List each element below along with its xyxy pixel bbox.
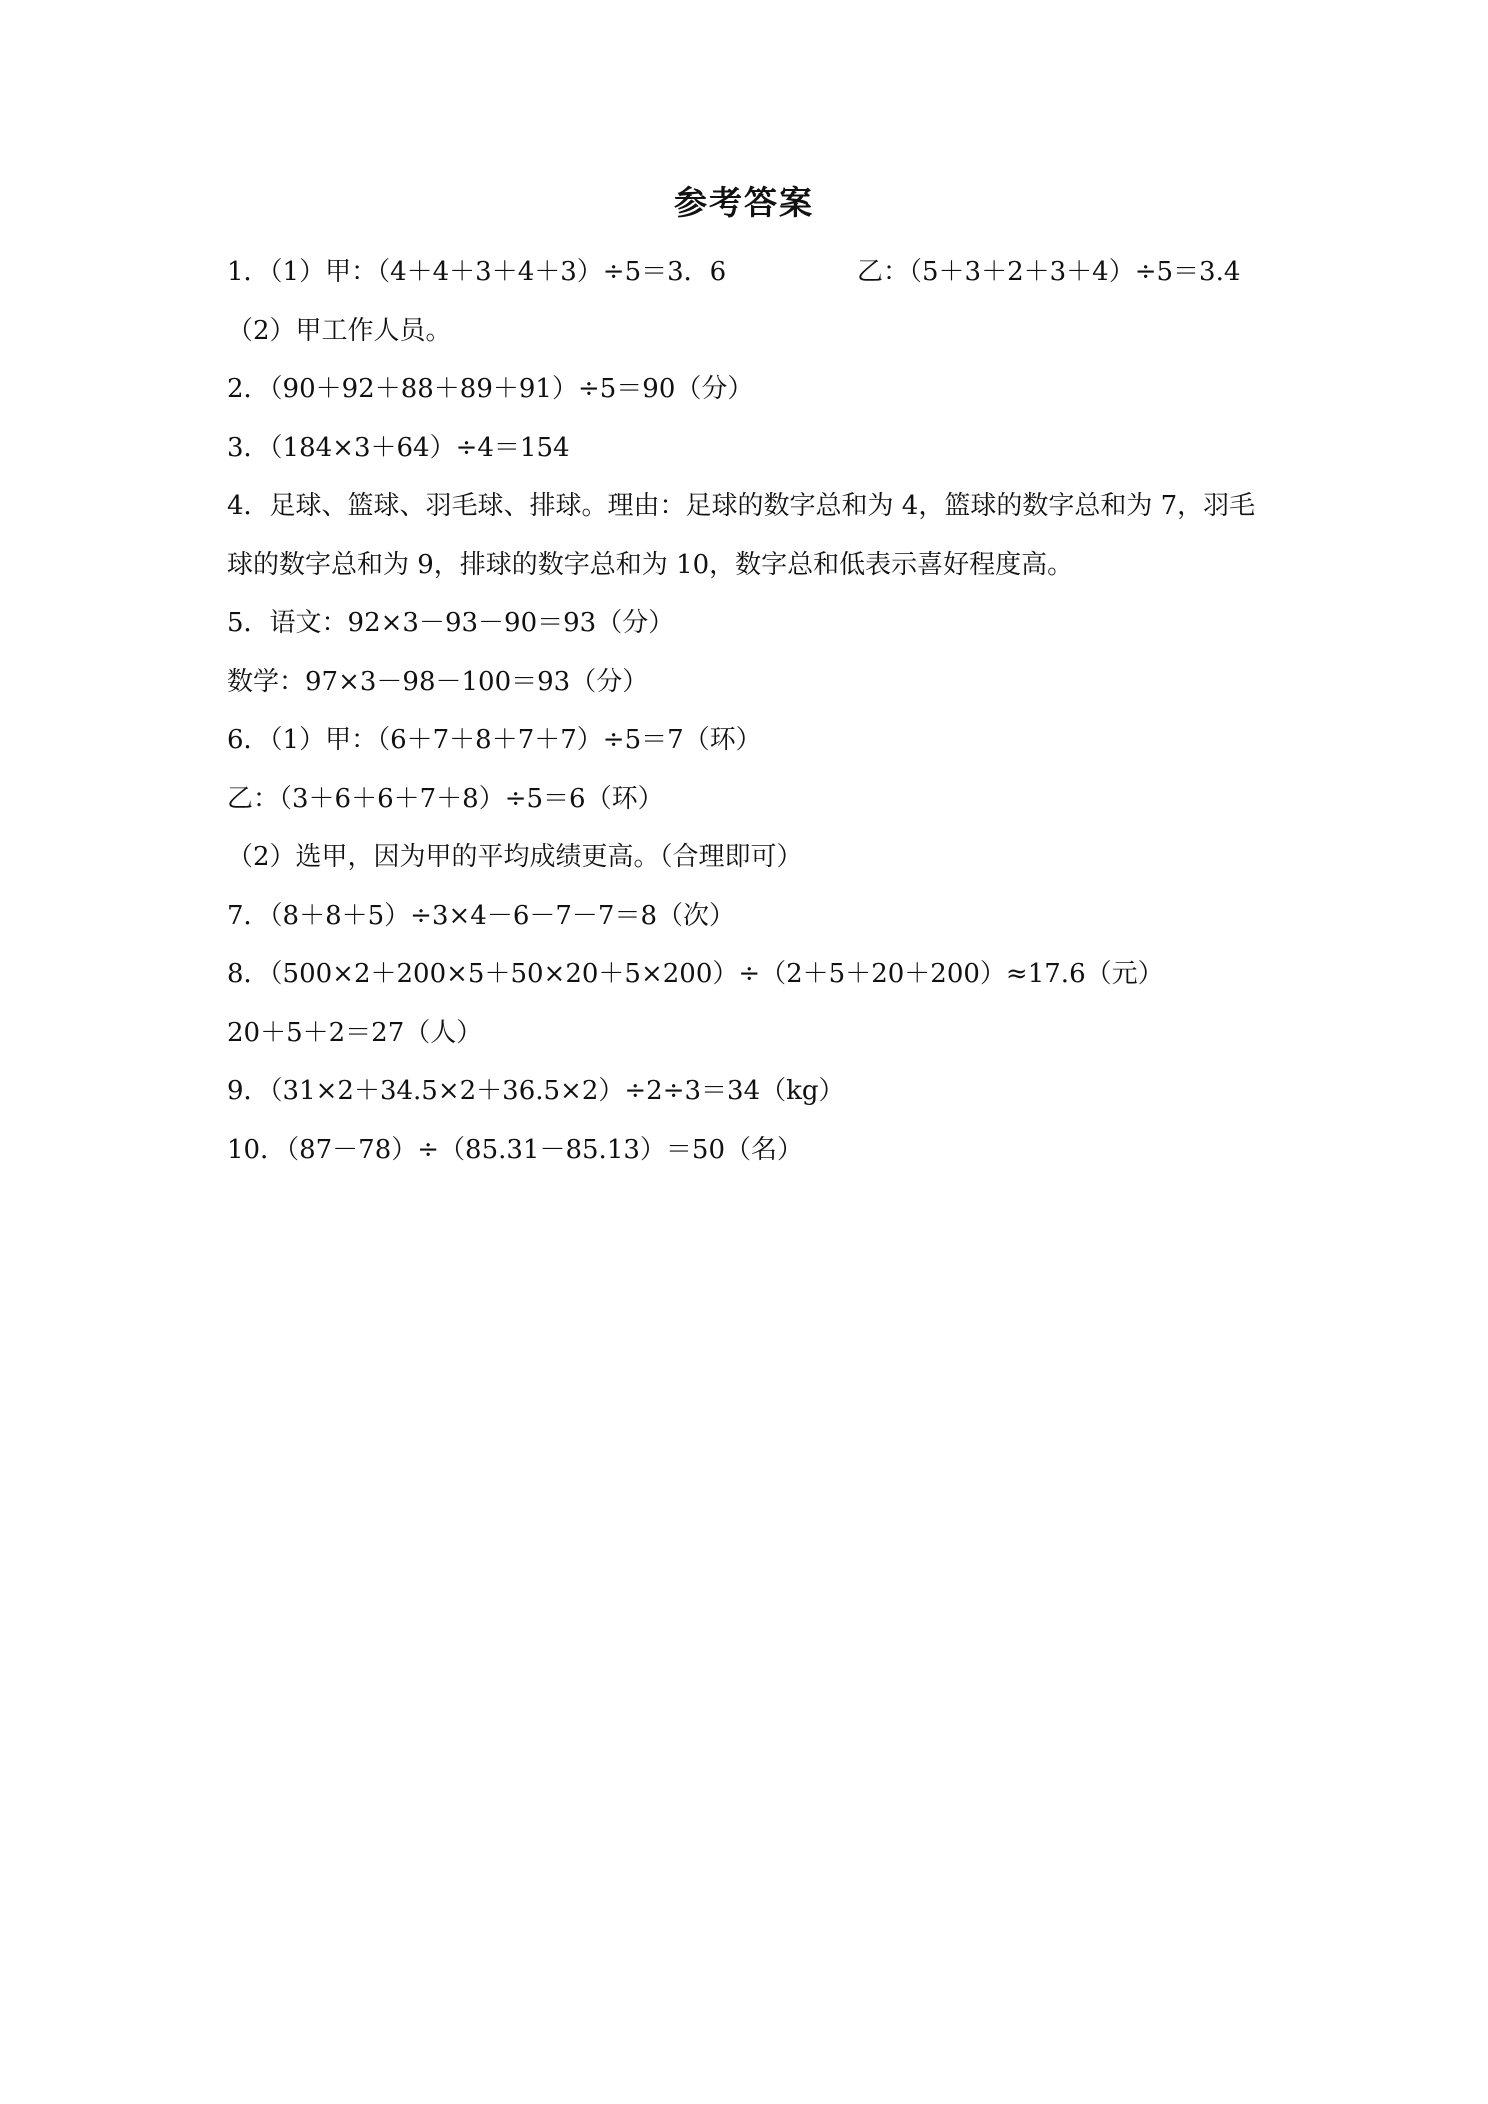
answer-6-jia: 6．（1）甲：（6＋7＋8＋7＋7）÷5＝7（环） [227, 725, 762, 755]
page-title: 参考答案 [674, 183, 814, 222]
answer-1-yi: 乙：（5＋3＋2＋3＋4）÷5＝3.4 [857, 257, 1241, 287]
answer-5-math: 数学：97×3－98－100＝93（分） [227, 666, 649, 697]
answer-7: 7．（8＋8＋5）÷3×4－6－7－7＝8（次） [227, 900, 735, 931]
answer-4: 4．足球、篮球、羽毛球、排球。理由：足球的数字总和为 4，篮球的数字总和为 7，羽毛球的数字总和为 9，排球的数字总和为 10，数字总和低表示喜好程度高。 [227, 491, 1256, 580]
answer-5-chinese: 5．语文：92×3－93－90＝93（分） [227, 608, 675, 638]
answer-8-people: 20＋5＋2＝27（人） [227, 1017, 483, 1048]
answer-6-yi: 乙：（3＋6＋6＋7＋8）÷5＝6（环） [227, 783, 664, 814]
answer-3: 3．（184×3＋64）÷4＝154 [227, 432, 570, 463]
answer-list [227, 250, 1272, 1186]
answer-1-jia: 1．（1）甲：（4＋4＋3＋4＋3）÷5＝3．6 [227, 257, 727, 287]
answer-6-part-2: （2）选甲，因为甲的平均成绩更高。（合理即可） [227, 842, 803, 872]
answer-1-part-1 [227, 250, 1272, 309]
answer-2: 2．（90＋92＋88＋89＋91）÷5＝90（分） [227, 374, 754, 404]
answer-10: 10．（87－78）÷（85.31－85.13）＝50（名） [227, 1134, 803, 1165]
answer-9: 9．（31×2＋34.5×2＋36.5×2）÷2÷3＝34（kg） [227, 1076, 845, 1106]
answer-8-cost: 8．（500×2＋200×5＋50×20＋5×200）÷（2＋5＋20＋200）≈17.6（元） [227, 959, 1164, 989]
answer-1-part-2: （2）甲工作人员。 [227, 315, 452, 346]
